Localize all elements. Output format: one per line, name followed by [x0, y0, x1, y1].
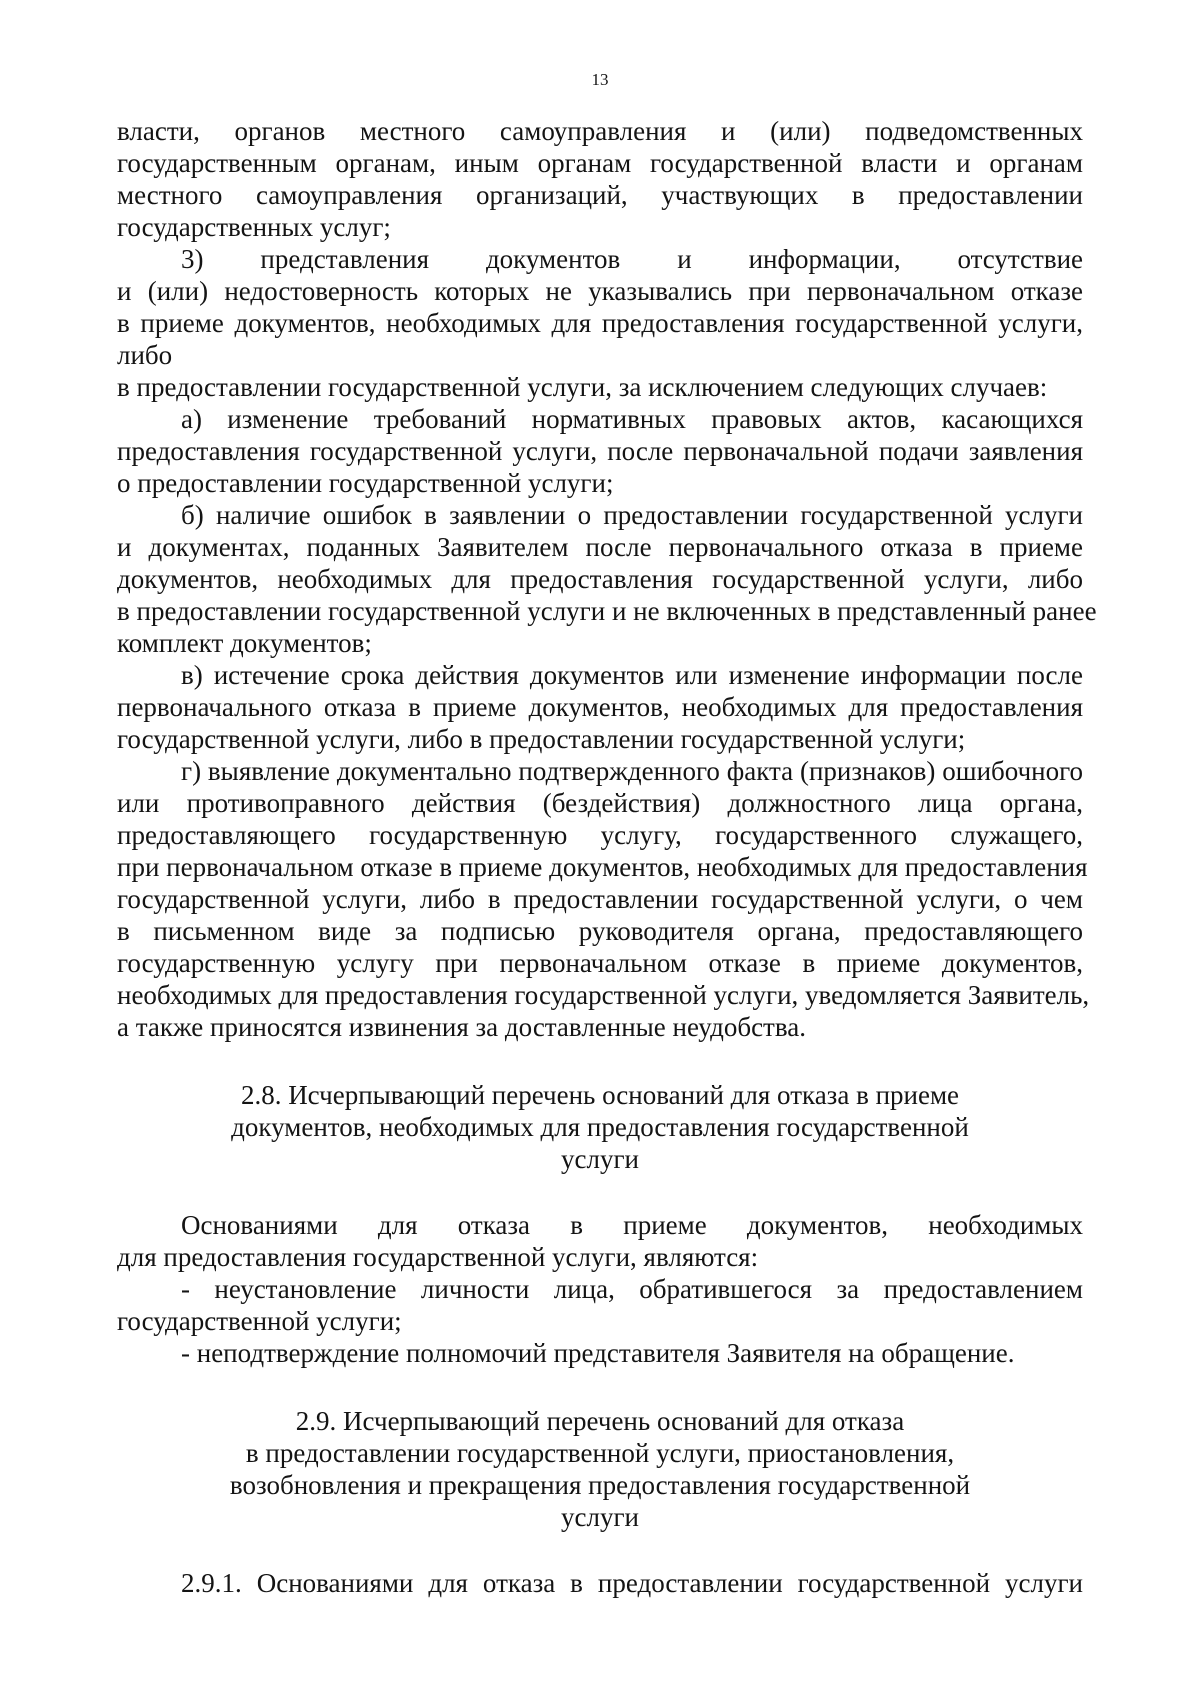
list-item-3: 3) представления документов и информации, отсутствие	[181, 244, 1083, 274]
text-line: необходимых для предоставления государственной услуги, уведомляется Заявитель,	[117, 980, 1090, 1010]
text-line: в предоставлении государственной услуги, за исключением следующих случаев:	[117, 372, 1048, 402]
page-number: 13	[591, 70, 609, 89]
text-line: государственных услуг;	[117, 212, 391, 242]
spacer	[117, 1533, 1083, 1567]
text-line: местного самоуправления организаций, участвующих в предоставлении	[117, 180, 1083, 210]
text-line: при первоначальном отказе в приеме документов, необходимых для предоставления	[117, 852, 1088, 882]
text-line: о предоставлении государственной услуги;	[117, 468, 614, 498]
heading-line: услуги	[561, 1144, 639, 1174]
section-2-9-body	[117, 1567, 1083, 1599]
section-2-8-body	[117, 1209, 1083, 1369]
text-line: комплект документов;	[117, 628, 372, 658]
text-line: Основаниями для отказа в приеме документов, необходимых	[181, 1210, 1083, 1240]
section-2-8-heading	[117, 1079, 1083, 1175]
text-line: государственной услуги, либо в предоставлении государственной услуги, о чем	[117, 884, 1083, 914]
text-line: первоначального отказа в приеме документов, необходимых для предоставления	[117, 692, 1083, 722]
text-line: или противоправного действия (бездействия) должностного лица органа,	[117, 788, 1083, 818]
text-line: власти, органов местного самоуправления и (или) подведомственных	[117, 116, 1083, 146]
text-line: предоставляющего государственную услугу, государственного служащего,	[117, 820, 1083, 850]
text-line: в предоставлении государственной услуги и не включенных в представленный ранее	[117, 596, 1097, 626]
list-item-dash: - неподтверждение полномочий представителя Заявителя на обращение.	[181, 1338, 1015, 1368]
text-line: государственным органам, иным органам государственной власти и органам	[117, 148, 1083, 178]
spacer	[117, 1175, 1083, 1209]
text-line: государственной услуги;	[117, 1306, 402, 1336]
heading-line: возобновления и прекращения предоставления государственной	[229, 1470, 971, 1500]
text-line: государственной услуги, либо в предоставлении государственной услуги;	[117, 724, 966, 754]
text-line: и документах, поданных Заявителем после первоначального отказа в приеме	[117, 532, 1083, 562]
continued-text	[117, 115, 1097, 1043]
heading-line: услуги	[561, 1502, 639, 1532]
list-item-dash: - неустановление личности лица, обратившегося за предоставлением	[181, 1274, 1083, 1304]
list-item-v: в) истечение срока действия документов или изменение информации после	[181, 660, 1083, 690]
heading-line: 2.8. Исчерпывающий перечень оснований для отказа в приеме	[240, 1080, 960, 1110]
text-line: предоставления государственной услуги, после первоначальной подачи заявления	[117, 436, 1083, 466]
heading-line: документов, необходимых для предоставления государственной	[231, 1112, 969, 1142]
spacer	[117, 1369, 1083, 1405]
page-content	[117, 115, 1097, 1599]
text-line: для предоставления государственной услуги, являются:	[117, 1242, 759, 1272]
text-line: государственную услугу при первоначальном отказе в приеме документов,	[117, 948, 1083, 978]
section-2-9-heading	[117, 1405, 1083, 1533]
text-line: а также приносятся извинения за доставленные неудобства.	[117, 1012, 806, 1042]
text-line: 2.9.1. Основаниями для отказа в предоставлении государственной услуги	[181, 1568, 1083, 1598]
heading-line: в предоставлении государственной услуги, приостановления,	[245, 1438, 955, 1468]
heading-line: 2.9. Исчерпывающий перечень оснований для отказа	[295, 1406, 905, 1436]
text-line: в приеме документов, необходимых для предоставления государственной услуги,	[117, 308, 1083, 338]
list-item-a: а) изменение требований нормативных правовых актов, касающихся	[181, 404, 1083, 434]
list-item-g: г) выявление документально подтвержденного факта (признаков) ошибочного	[181, 756, 1083, 786]
text-line: и (или) недостоверность которых не указывались при первоначальном отказе	[117, 276, 1083, 306]
text-line: в письменном виде за подписью руководителя органа, предоставляющего	[117, 916, 1083, 946]
text-line: либо	[117, 340, 173, 370]
spacer	[117, 1043, 1083, 1079]
text-line: документов, необходимых для предоставления государственной услуги, либо	[117, 564, 1083, 594]
list-item-b: б) наличие ошибок в заявлении о предоставлении государственной услуги	[181, 500, 1083, 530]
